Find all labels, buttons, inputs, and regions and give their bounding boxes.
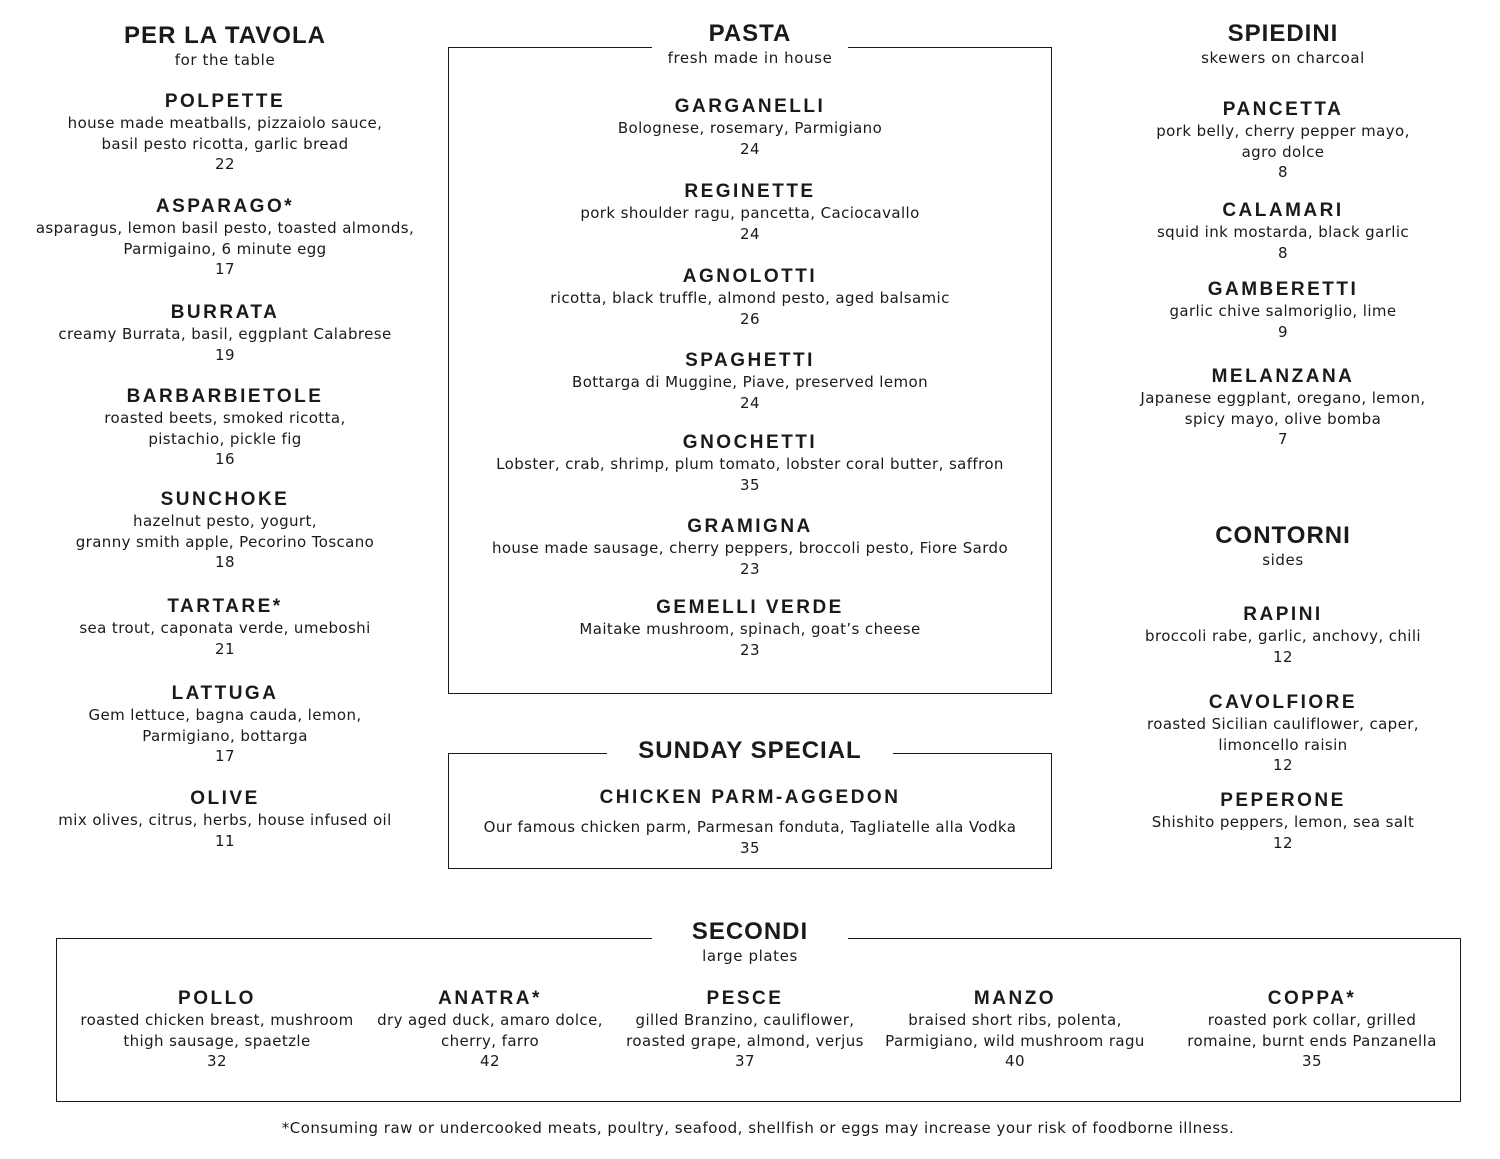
item-name: GRAMIGNA [687,516,813,537]
item-price: 35 [1302,1052,1322,1070]
item-desc: Gem lettuce, bagna cauda, lemon, [88,706,362,724]
menu-item [1083,692,1483,776]
menu-item [1083,790,1483,853]
item-name: GAMBERETTI [1207,279,1359,300]
item-name: PESCE [706,988,784,1009]
item-desc: ricotta, black truffle, almond pesto, aged balsamic [550,289,950,307]
item-price: 8 [1278,163,1288,181]
item-name: CAVOLFIORE [1208,692,1358,713]
secondi-subtitle: large plates [702,947,798,965]
item-desc: creamy Burrata, basil, eggplant Calabrese [58,325,392,343]
menu-item [25,302,425,365]
item-desc: roasted grape, almond, verjus [626,1031,864,1050]
footer-disclaimer: *Consuming raw or undercooked meats, poultry, seafood, shellfish or eggs may increase your risk of foodborne illness. [281,1119,1235,1137]
item-desc: Japanese eggplant, oregano, lemon, [1140,389,1426,407]
item-price: 35 [740,475,760,494]
item-price: 24 [740,139,760,158]
secondi-item [350,988,630,1072]
item-price: 32 [207,1052,227,1070]
item-name: LATTUGA [171,683,279,704]
tavola-title: PER LA TAVOLA [124,22,326,49]
item-desc: hazelnut pesto, yogurt, [133,512,317,530]
item-name: OLIVE [190,788,260,809]
item-price: 7 [1278,430,1288,448]
item-name: PANCETTA [1222,99,1344,120]
item-desc: agro dolce [1241,142,1325,161]
item-name: GARGANELLI [674,96,826,117]
contorni-section [1083,522,1483,570]
item-desc: garlic chive salmoriglio, lime [1169,302,1397,320]
item-name: REGINETTE [684,181,816,202]
item-desc: spicy mayo, olive bomba [1184,409,1382,428]
item-price: 12 [1273,756,1293,774]
pasta-title: PASTA [708,20,792,47]
item-price: 8 [1278,243,1288,262]
item-price: 18 [215,553,235,571]
special-title: SUNDAY SPECIAL [638,737,862,764]
item-name: GEMELLI VERDE [656,597,844,618]
item-desc: Maitake mushroom, spinach, goat’s cheese [579,620,921,638]
item-desc: Shishito peppers, lemon, sea salt [1151,813,1415,831]
item-price: 40 [1005,1052,1025,1070]
menu-item [1083,279,1483,342]
item-desc: roasted Sicilian cauliflower, caper, [1147,715,1419,733]
item-name: GNOCHETTI [682,432,818,453]
menu-item [448,181,1052,244]
spiedini-title: SPIEDINI [1227,20,1339,47]
item-desc: dry aged duck, amaro dolce, [377,1011,603,1029]
item-name: BARBARBIETOLE [126,386,324,407]
item-desc: roasted beets, smoked ricotta, [104,409,346,427]
secondi-item [1172,988,1452,1072]
menu-item [1083,99,1483,183]
tavola-subtitle: for the table [174,51,276,69]
item-price: 26 [740,309,760,328]
menu-item [1083,604,1483,667]
item-name: ASPARAGO* [155,196,295,217]
item-name: BURRATA [170,302,280,323]
special-item [448,787,1052,858]
pasta-subtitle: fresh made in house [667,49,833,67]
item-desc: pistachio, pickle fig [148,429,302,448]
menu-item [448,432,1052,495]
menu-item [25,683,425,767]
item-desc: Parmigiano, wild mushroom ragu [885,1031,1145,1050]
item-desc: granny smith apple, Pecorino Toscano [75,532,375,551]
item-name: MANZO [973,988,1057,1009]
item-desc: Parmigiano, bottarga [142,726,308,745]
item-price: 23 [740,640,760,659]
menu-item [448,266,1052,329]
menu-item [1083,200,1483,263]
item-desc: Bolognese, rosemary, Parmigiano [617,119,883,137]
item-name: TARTARE* [167,596,283,617]
item-price: 23 [740,559,760,578]
item-desc: house made meatballs, pizzaiolo sauce, [67,114,383,132]
item-desc: gilled Branzino, cauliflower, [635,1011,855,1029]
item-name: SPAGHETTI [685,350,815,371]
contorni-subtitle: sides [1262,551,1304,569]
item-desc: Parmigaino, 6 minute egg [123,239,327,258]
item-price: 42 [480,1052,500,1070]
menu-item [448,597,1052,660]
item-desc: basil pesto ricotta, garlic bread [101,134,349,153]
item-name: CALAMARI [1222,200,1344,221]
item-desc: romaine, burnt ends Panzanella [1187,1031,1437,1050]
item-price: 9 [1278,322,1288,341]
item-desc: braised short ribs, polenta, [908,1011,1122,1029]
item-name: POLLO [178,988,256,1009]
item-price: 17 [215,747,235,765]
item-price: 12 [1273,647,1293,666]
item-desc: thigh sausage, spaetzle [123,1031,311,1050]
menu-item [448,516,1052,579]
menu-item [448,350,1052,413]
item-desc: Bottarga di Muggine, Piave, preserved lemon [572,373,928,391]
item-name: PEPERONE [1220,790,1346,811]
menu-item [25,489,425,573]
secondi-title: SECONDI [691,918,809,945]
item-name: POLPETTE [164,91,286,112]
secondi-item [605,988,885,1072]
item-name: AGNOLOTTI [682,266,818,287]
item-price: 11 [215,831,235,850]
item-desc: pork shoulder ragu, pancetta, Caciocavallo [580,204,920,222]
pasta-header [652,20,848,68]
item-desc: house made sausage, cherry peppers, broccoli pesto, Fiore Sardo [491,539,1009,557]
item-price: 16 [215,450,235,468]
secondi-item [77,988,357,1072]
contorni-title: CONTORNI [1215,522,1351,549]
item-desc: roasted chicken breast, mushroom [80,1011,354,1029]
item-price: 21 [215,639,235,658]
secondi-header [652,918,848,966]
item-desc: Lobster, crab, shrimp, plum tomato, lobster coral butter, saffron [496,455,1004,473]
item-desc: broccoli rabe, garlic, anchovy, chili [1145,627,1421,645]
special-name: CHICKEN PARM-AGGEDON [599,787,901,808]
item-desc: mix olives, citrus, herbs, house infused oil [58,811,392,829]
menu-item [25,788,425,851]
item-name: ANATRA* [438,988,542,1009]
special-price: 35 [740,838,760,857]
item-price: 22 [215,155,235,173]
item-desc: roasted pork collar, grilled [1207,1011,1417,1029]
item-desc: squid ink mostarda, black garlic [1156,223,1410,241]
menu-item [25,91,425,175]
item-name: SUNCHOKE [160,489,290,510]
item-price: 17 [215,260,235,278]
item-price: 19 [215,345,235,364]
special-desc: Our famous chicken parm, Parmesan fonduta, Tagliatelle alla Vodka [483,818,1017,836]
item-price: 12 [1273,833,1293,852]
item-desc: asparagus, lemon basil pesto, toasted almonds, [35,219,415,237]
item-desc: pork belly, cherry pepper mayo, [1156,122,1410,140]
item-desc: sea trout, caponata verde, umeboshi [79,619,371,637]
menu-item [25,386,425,470]
special-header [607,737,893,765]
tavola-section [25,22,425,70]
menu-item [1083,366,1483,450]
item-desc: cherry, farro [440,1031,540,1050]
item-name: MELANZANA [1211,366,1355,387]
item-price: 24 [740,224,760,243]
spiedini-section [1083,20,1483,68]
menu-item [25,596,425,659]
item-price: 37 [735,1052,755,1070]
item-desc: limoncello raisin [1218,735,1348,754]
secondi-item [875,988,1155,1072]
item-price: 24 [740,393,760,412]
menu-item [448,96,1052,159]
item-name: RAPINI [1243,604,1323,625]
menu-item [25,196,425,280]
spiedini-subtitle: skewers on charcoal [1201,49,1365,67]
item-name: COPPA* [1267,988,1357,1009]
